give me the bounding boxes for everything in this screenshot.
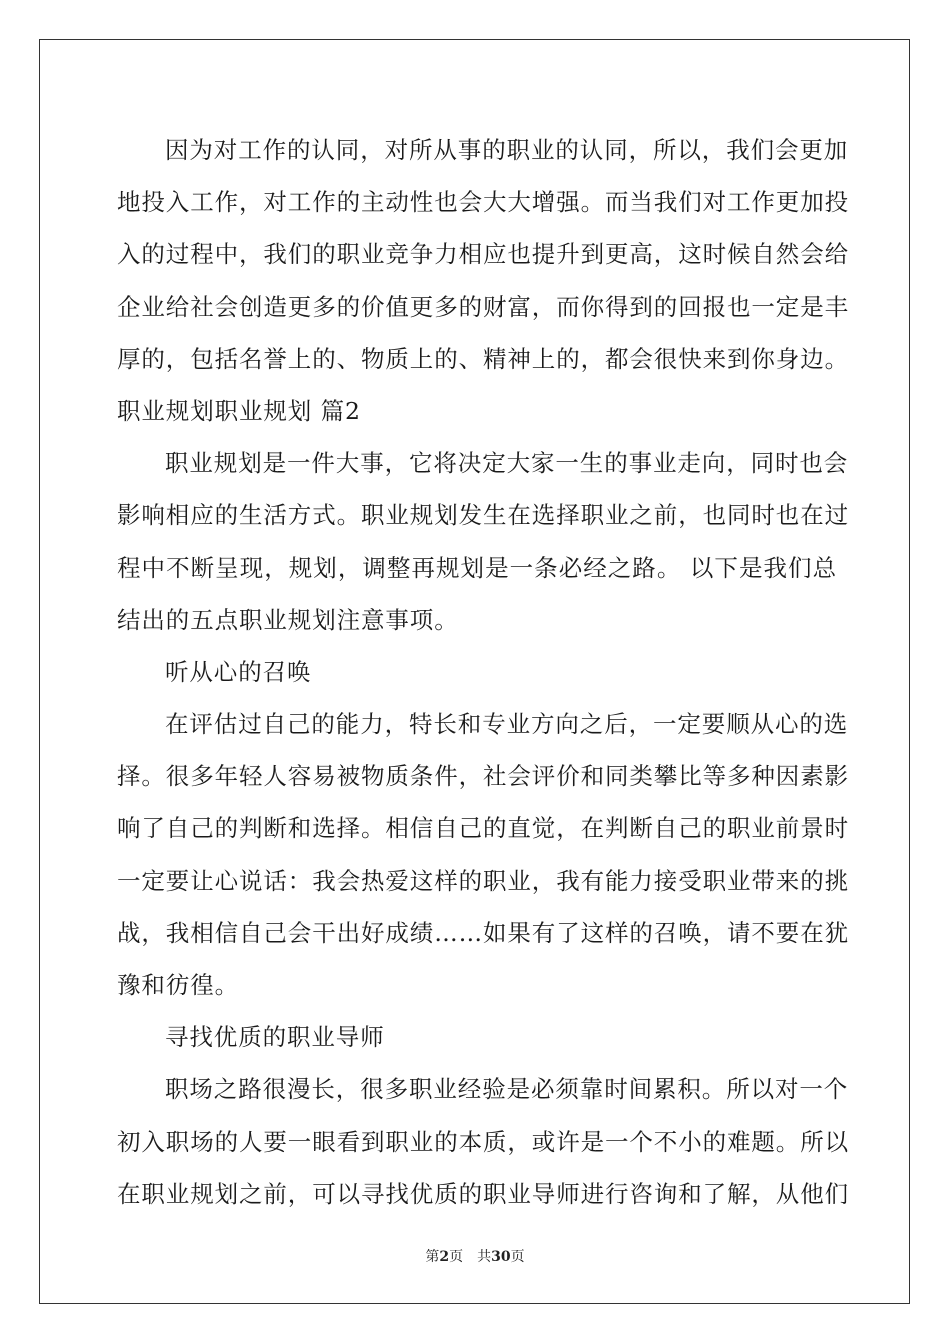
total-suffix: 页: [510, 1249, 525, 1265]
paragraph-line: 初入职场的人要一眼看到职业的本质，或许是一个不小的难题。所以: [117, 1127, 849, 1156]
paragraph-line: 在职业规划之前，可以寻找优质的职业导师进行咨询和了解，从他们: [117, 1179, 849, 1208]
paragraph-line: 厚的，包括名誉上的、物质上的、精神上的，都会很快来到你身边。: [117, 344, 849, 373]
paragraph-line: 择。很多年轻人容易被物质条件，社会评价和同类攀比等多种因素影: [117, 762, 849, 791]
paragraph-line: 企业给社会创造更多的价值更多的财富，而你得到的回报也一定是丰: [117, 292, 849, 321]
total-pages: 30: [491, 1249, 511, 1265]
paragraph-line: 一定要让心说话：我会热爱这样的职业，我有能力接受职业带来的挑: [117, 866, 849, 895]
paragraph-line: 因为对工作的认同，对所从事的职业的认同，所以，我们会更加: [165, 136, 849, 164]
subheading: 听从心的召唤: [165, 657, 312, 686]
paragraph-line: 职业规划是一件大事，它将决定大家一生的事业走向，同时也会: [165, 449, 849, 478]
document-body: [117, 124, 849, 1220]
paragraph-line: 影响相应的生活方式。职业规划发生在选择职业之前，也同时也在过: [117, 501, 849, 530]
page-prefix: 第: [425, 1249, 440, 1265]
paragraph-line: 结出的五点职业规划注意事项。: [117, 605, 459, 634]
paragraph-line: 入的过程中，我们的职业竞争力相应也提升到更高，这时候自然会给: [117, 240, 849, 269]
paragraph-line: 地投入工作，对工作的主动性也会大大增强。而当我们对工作更加投: [117, 188, 849, 217]
section-heading: 职业规划职业规划 篇2: [117, 396, 361, 425]
total-prefix: 共: [477, 1249, 492, 1265]
subheading: 寻找优质的职业导师: [165, 1023, 385, 1052]
page-suffix: 页: [449, 1249, 464, 1265]
page-footer: [0, 1248, 950, 1266]
paragraph-line: 响了自己的判断和选择。相信自己的直觉，在判断自己的职业前景时: [117, 814, 849, 843]
paragraph-line: 程中不断呈现，规划，调整再规划是一条必经之路。 以下是我们总: [117, 553, 837, 582]
paragraph-line: 在评估过自己的能力，特长和专业方向之后，一定要顺从心的选: [165, 710, 849, 739]
paragraph-line: 战，我相信自己会干出好成绩……如果有了这样的召唤，请不要在犹: [117, 918, 849, 947]
page-number: 2: [439, 1249, 450, 1265]
paragraph-line: 豫和彷徨。: [117, 971, 239, 999]
paragraph-line: 职场之路很漫长，很多职业经验是必须靠时间累积。所以对一个: [165, 1075, 849, 1104]
